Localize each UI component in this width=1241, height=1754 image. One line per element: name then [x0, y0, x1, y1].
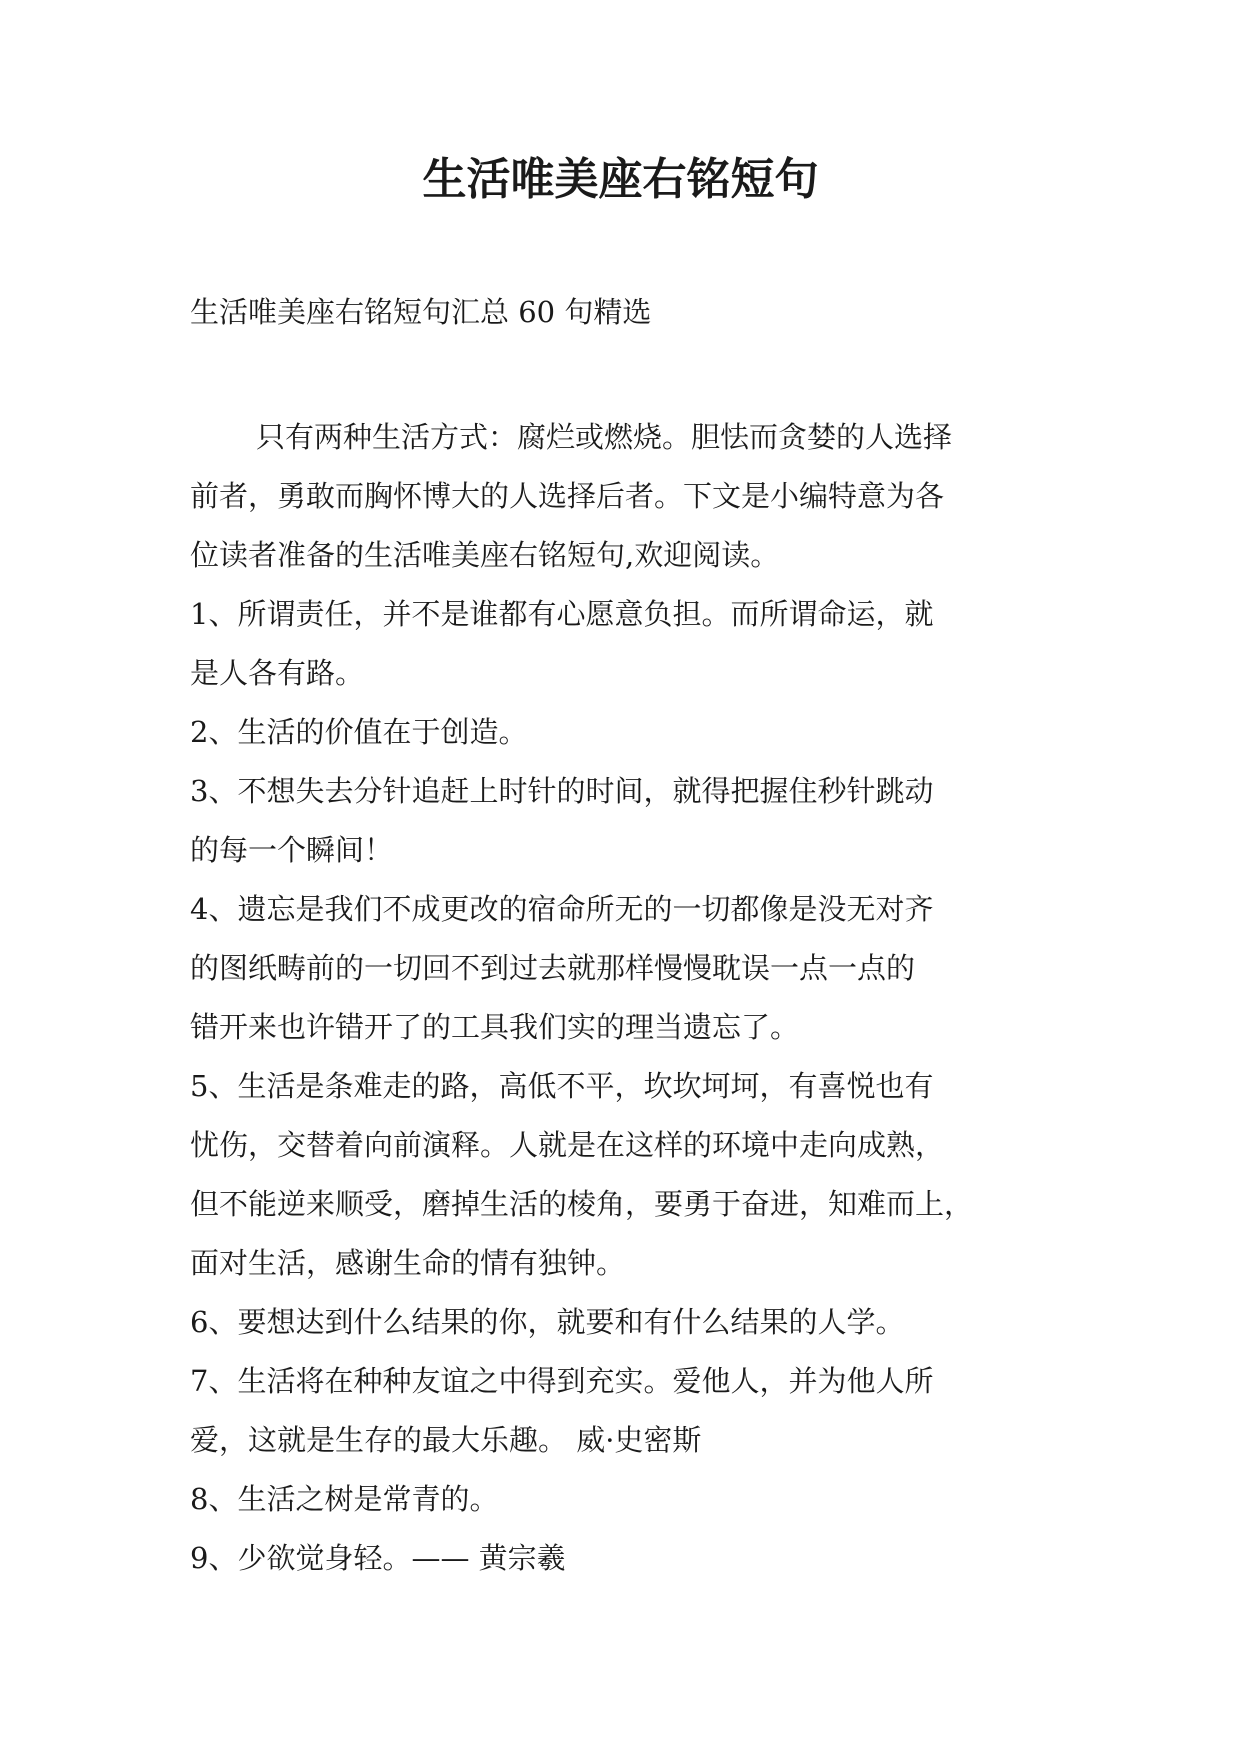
- paragraph-line: 但不能逆来顺受，磨掉生活的棱角，要勇于奋进，知难而上，: [190, 1187, 974, 1221]
- document-title: 生活唯美座右铭短句: [422, 154, 819, 205]
- paragraph-line: 7、生活将在种种友谊之中得到充实。爱他人，并为他人所: [190, 1364, 934, 1398]
- document-body: [190, 408, 1070, 1588]
- document-subtitle: 生活唯美座右铭短句汇总 60 句精选: [190, 295, 652, 329]
- paragraph-line: 爱，这就是生存的最大乐趣。 威·史密斯: [190, 1423, 702, 1457]
- paragraph-line: 6、要想达到什么结果的你，就要和有什么结果的人学。: [190, 1305, 905, 1339]
- paragraph-line: 面对生活，感谢生命的情有独钟。: [190, 1246, 626, 1280]
- paragraph-line: 忧伤，交替着向前演释。人就是在这样的环境中走向成熟，: [190, 1128, 945, 1162]
- paragraph-line: 1、所谓责任，并不是谁都有心愿意负担。而所谓命运，就: [190, 597, 934, 631]
- paragraph-line: 的每一个瞬间！: [190, 833, 394, 867]
- paragraph-line: 8、生活之树是常青的。: [190, 1482, 499, 1516]
- paragraph-line: 位读者准备的生活唯美座右铭短句,欢迎阅读。: [190, 538, 780, 572]
- paragraph-line: 3、不想失去分针追赶上时针的时间，就得把握住秒针跳动: [190, 774, 934, 808]
- paragraph-line: 是人各有路。: [190, 656, 365, 690]
- paragraph-line: 2、生活的价值在于创造。: [190, 715, 528, 749]
- paragraph-line: 错开来也许错开了的工具我们实的理当遗忘了。: [190, 1010, 800, 1044]
- paragraph-line: 9、少欲觉身轻。—— 黄宗羲: [190, 1541, 566, 1575]
- paragraph-line: 的图纸畴前的一切回不到过去就那样慢慢耽误一点一点的: [190, 951, 916, 985]
- paragraph-line: 前者，勇敢而胸怀博大的人选择后者。下文是小编特意为各: [190, 479, 945, 513]
- paragraph-line: 只有两种生活方式：腐烂或燃烧。胆怯而贪婪的人选择: [256, 420, 953, 454]
- paragraph-line: 4、遗忘是我们不成更改的宿命所无的一切都像是没无对齐: [190, 892, 934, 926]
- paragraph-line: 5、生活是条难走的路，高低不平，坎坎坷坷，有喜悦也有: [190, 1069, 934, 1103]
